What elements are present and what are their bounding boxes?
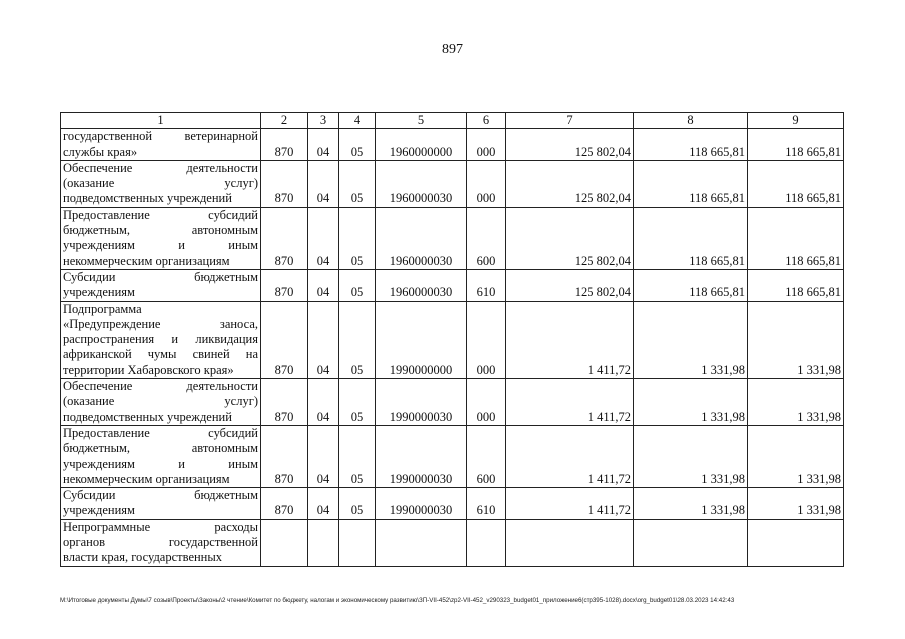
expense-type-cell: 000	[467, 129, 506, 161]
amount-2023-cell: 125 802,04	[506, 160, 634, 207]
column-header: 3	[308, 113, 339, 129]
row-name-line: бюджетным, автономным	[63, 223, 258, 238]
target-article-cell: 1990000030	[376, 488, 467, 520]
amount-2024-cell: 1 331,98	[634, 425, 748, 487]
expense-type-cell: 610	[467, 269, 506, 301]
expense-type-cell: 600	[467, 425, 506, 487]
expense-type-cell: 600	[467, 207, 506, 269]
row-name-line: африканской чумы свиней на	[63, 347, 258, 362]
column-header: 2	[261, 113, 308, 129]
row-name-line: государственной ветеринарной	[63, 129, 258, 144]
expense-type-cell: 000	[467, 301, 506, 378]
table-row	[61, 160, 844, 207]
row-name-cell	[61, 488, 261, 520]
amount-2024-cell: 1 331,98	[634, 301, 748, 378]
section-cell: 04	[308, 129, 339, 161]
subsection-cell: 05	[339, 269, 376, 301]
amount-2024-cell	[634, 519, 748, 566]
row-name-cell	[61, 207, 261, 269]
amount-2024-cell: 118 665,81	[634, 207, 748, 269]
row-name-line: подведомственных учреждений	[63, 409, 232, 424]
amount-2025-cell: 118 665,81	[748, 129, 844, 161]
admin-code-cell	[261, 519, 308, 566]
row-name-cell	[61, 425, 261, 487]
subsection-cell: 05	[339, 160, 376, 207]
target-article-cell: 1960000000	[376, 129, 467, 161]
amount-2025-cell: 118 665,81	[748, 269, 844, 301]
row-name-line: Обеспечение деятельности	[63, 160, 258, 175]
expense-type-cell: 610	[467, 488, 506, 520]
admin-code-cell: 870	[261, 269, 308, 301]
amount-2024-cell: 118 665,81	[634, 160, 748, 207]
admin-code-cell: 870	[261, 160, 308, 207]
admin-code-cell: 870	[261, 301, 308, 378]
row-name-line: учреждениям и иным	[63, 238, 258, 253]
table-row	[61, 207, 844, 269]
amount-2024-cell: 118 665,81	[634, 129, 748, 161]
amount-2024-cell: 1 331,98	[634, 488, 748, 520]
target-article-cell	[376, 519, 467, 566]
table-row	[61, 488, 844, 520]
row-name-line: Непрограммные расходы	[63, 519, 258, 534]
row-name-line: учреждениям	[63, 285, 135, 300]
amount-2023-cell: 125 802,04	[506, 207, 634, 269]
table-row	[61, 301, 844, 378]
row-name-line: учреждениям и иным	[63, 456, 258, 471]
admin-code-cell: 870	[261, 207, 308, 269]
target-article-cell: 1960000030	[376, 160, 467, 207]
section-cell: 04	[308, 379, 339, 426]
subsection-cell: 05	[339, 207, 376, 269]
expense-type-cell: 000	[467, 160, 506, 207]
row-name-line: бюджетным, автономным	[63, 441, 258, 456]
target-article-cell: 1960000030	[376, 269, 467, 301]
row-name-line: службы края»	[63, 144, 138, 159]
subsection-cell: 05	[339, 301, 376, 378]
amount-2025-cell: 1 331,98	[748, 379, 844, 426]
row-name-line: территории Хабаровского края»	[63, 362, 234, 377]
row-name-line: Обеспечение деятельности	[63, 379, 258, 394]
amount-2023-cell: 1 411,72	[506, 425, 634, 487]
amount-2025-cell: 118 665,81	[748, 160, 844, 207]
amount-2024-cell: 118 665,81	[634, 269, 748, 301]
row-name-cell	[61, 269, 261, 301]
row-name-line: (оказание услуг)	[63, 394, 258, 409]
section-cell: 04	[308, 425, 339, 487]
subsection-cell: 05	[339, 379, 376, 426]
column-header: 5	[376, 113, 467, 129]
row-name-cell	[61, 379, 261, 426]
row-name-cell	[61, 519, 261, 566]
amount-2024-cell: 1 331,98	[634, 379, 748, 426]
subsection-cell: 05	[339, 129, 376, 161]
column-header: 8	[634, 113, 748, 129]
amount-2023-cell: 125 802,04	[506, 129, 634, 161]
section-cell: 04	[308, 269, 339, 301]
table-row	[61, 269, 844, 301]
expense-type-cell	[467, 519, 506, 566]
subsection-cell: 05	[339, 488, 376, 520]
row-name-line: Субсидии бюджетным	[63, 269, 258, 284]
amount-2023-cell: 1 411,72	[506, 488, 634, 520]
column-header: 4	[339, 113, 376, 129]
target-article-cell: 1960000030	[376, 207, 467, 269]
column-header: 7	[506, 113, 634, 129]
target-article-cell: 1990000030	[376, 425, 467, 487]
subsection-cell: 05	[339, 425, 376, 487]
budget-table	[60, 112, 844, 567]
row-name-line: Предоставление субсидий	[63, 207, 258, 222]
target-article-cell: 1990000000	[376, 301, 467, 378]
table-row	[61, 519, 844, 566]
row-name-line: Подпрограмма	[63, 301, 142, 316]
amount-2023-cell: 1 411,72	[506, 301, 634, 378]
section-cell: 04	[308, 488, 339, 520]
section-cell: 04	[308, 160, 339, 207]
row-name-line: Предоставление субсидий	[63, 425, 258, 440]
page-number: 897	[442, 42, 463, 57]
admin-code-cell: 870	[261, 379, 308, 426]
amount-2025-cell: 1 331,98	[748, 488, 844, 520]
amount-2023-cell	[506, 519, 634, 566]
admin-code-cell: 870	[261, 425, 308, 487]
file-path-footer: М:\Итоговые документы Думы\7 созыв\Проекты\Законы\2 чтение\Комитет по бюджету, налогам и экономическому развитию\ЗП-VII-452\zp2-VII-452_v290323_budget01_приложение6(стр395-1028).docx\org_budget01\28.03.2023 14:42:43	[60, 597, 735, 604]
table-row	[61, 129, 844, 161]
section-cell: 04	[308, 207, 339, 269]
expense-type-cell: 000	[467, 379, 506, 426]
row-name-line: органов государственной	[63, 535, 258, 550]
section-cell: 04	[308, 301, 339, 378]
amount-2023-cell: 1 411,72	[506, 379, 634, 426]
target-article-cell: 1990000030	[376, 379, 467, 426]
table-row	[61, 379, 844, 426]
row-name-line: «Предупреждение заноса,	[63, 316, 258, 331]
amount-2025-cell: 118 665,81	[748, 207, 844, 269]
row-name-line: некоммерческим организациям	[63, 471, 230, 486]
row-name-cell	[61, 301, 261, 378]
table-row	[61, 425, 844, 487]
amount-2025-cell	[748, 519, 844, 566]
subsection-cell	[339, 519, 376, 566]
amount-2025-cell: 1 331,98	[748, 301, 844, 378]
section-cell	[308, 519, 339, 566]
amount-2025-cell: 1 331,98	[748, 425, 844, 487]
row-name-line: (оказание услуг)	[63, 176, 258, 191]
table-header-row	[61, 113, 844, 129]
admin-code-cell: 870	[261, 129, 308, 161]
row-name-line: Субсидии бюджетным	[63, 488, 258, 503]
row-name-line: власти края, государственных	[63, 550, 223, 565]
row-name-line: учреждениям	[63, 503, 135, 518]
row-name-cell	[61, 160, 261, 207]
row-name-line: подведомственных учреждений	[63, 191, 232, 206]
row-name-cell	[61, 129, 261, 161]
row-name-line: распространения и ликвидация	[63, 332, 258, 347]
admin-code-cell: 870	[261, 488, 308, 520]
column-header: 1	[61, 113, 261, 129]
column-header: 6	[467, 113, 506, 129]
amount-2023-cell: 125 802,04	[506, 269, 634, 301]
row-name-line: некоммерческим организациям	[63, 253, 230, 268]
column-header: 9	[748, 113, 844, 129]
